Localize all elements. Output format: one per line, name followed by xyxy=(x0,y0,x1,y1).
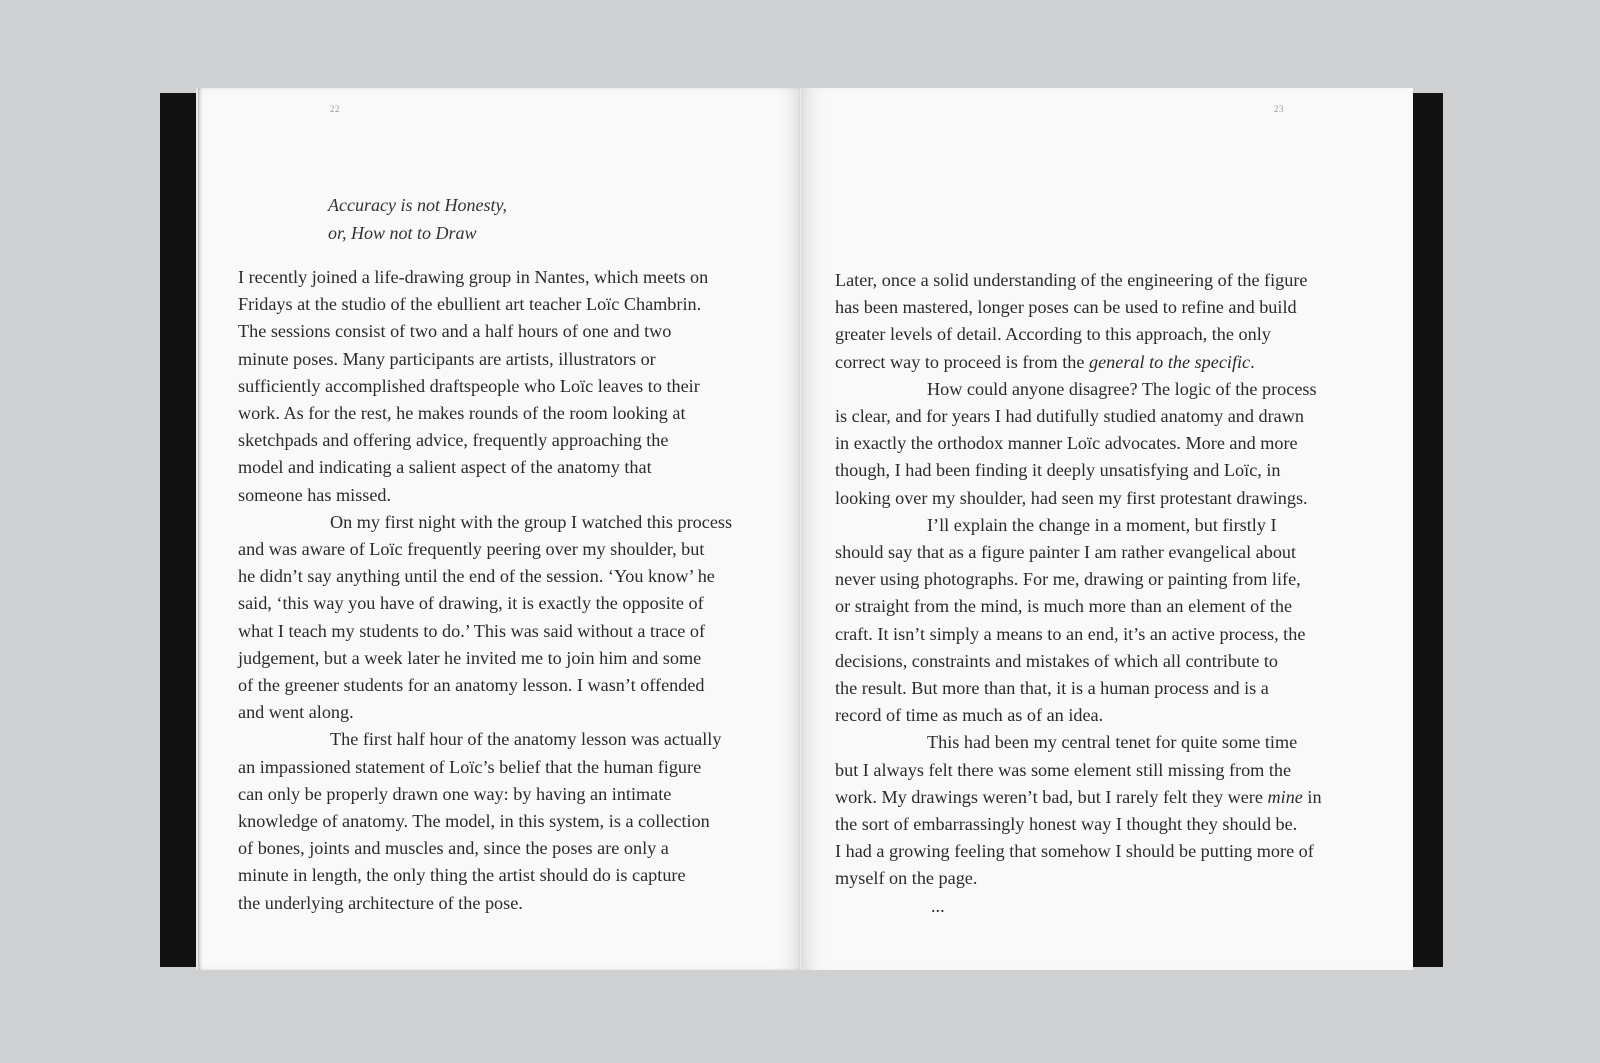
right-text-line: never using photographs. For me, drawing or painting from life, xyxy=(835,569,1301,590)
essay-title-line-1: Accuracy is not Honesty, xyxy=(328,195,507,215)
left-text-line: minute in length, the only thing the artist should do is capture xyxy=(238,865,686,886)
essay-title xyxy=(328,191,507,247)
right-text-line: though, I had been finding it deeply unsatisfying and Loïc, in xyxy=(835,460,1281,481)
left-text-line: I recently joined a life-drawing group in Nantes, which meets on xyxy=(238,267,709,287)
right-text-line: record of time as much as of an idea. xyxy=(835,705,1104,726)
left-text-line: said, ‘this way you have of drawing, it is exactly the opposite of xyxy=(238,593,704,614)
right-text-line: in exactly the orthodox manner Loïc advocates. More and more xyxy=(835,433,1298,454)
left-text-line: and was aware of Loïc frequently peering over my shoulder, but xyxy=(238,539,705,560)
left-text-line: Fridays at the studio of the ebullient art teacher Loïc Chambrin. xyxy=(238,294,702,315)
right-text-line: is clear, and for years I had dutifully studied anatomy and drawn xyxy=(835,406,1304,427)
left-text-line: The sessions consist of two and a half hours of one and two xyxy=(238,321,672,342)
right-text-line: but I always felt there was some element still missing from the xyxy=(835,759,1292,780)
right-text-line: I had a growing feeling that somehow I should be putting more of xyxy=(835,841,1314,862)
right-text-line: I’ll explain the change in a moment, but firstly I xyxy=(927,514,1277,535)
page-number-right: 23 xyxy=(1274,104,1284,114)
right-text-line: looking over my shoulder, had seen my first protestant drawings. xyxy=(835,487,1308,508)
left-text-line: and went along. xyxy=(238,702,354,723)
right-text-line: myself on the page. xyxy=(835,868,978,889)
right-text-line: work. My drawings weren’t bad, but I rarely felt they were mine in xyxy=(835,786,1322,807)
right-text-line: has been mastered, longer poses can be used to refine and build xyxy=(835,297,1297,318)
right-text-line: should say that as a figure painter I am rather evangelical about xyxy=(835,542,1297,563)
left-page xyxy=(196,88,801,970)
left-text-line: minute poses. Many participants are artists, illustrators or xyxy=(238,348,656,369)
left-text-line: what I teach my students to do.’ This was said without a trace of xyxy=(238,620,706,641)
left-text-line: someone has missed. xyxy=(238,484,392,505)
right-text-line: or straight from the mind, is much more than an element of the xyxy=(835,596,1293,617)
right-text-line: How could anyone disagree? The logic of the process xyxy=(927,378,1317,399)
right-text-line: craft. It isn’t simply a means to an end, it’s an active process, the xyxy=(835,623,1306,644)
left-text-line: can only be properly drawn one way: by having an intimate xyxy=(238,783,672,804)
right-text-line: decisions, constraints and mistakes of which all contribute to xyxy=(835,650,1278,671)
right-text-line: the result. But more than that, it is a human process and is a xyxy=(835,678,1269,699)
essay-title-line-2: or, How not to Draw xyxy=(328,223,477,243)
ellipsis-continuation: ... xyxy=(931,895,945,916)
left-text-line: judgement, but a week later he invited me to join him and some xyxy=(238,647,702,668)
left-page-body-text xyxy=(238,264,778,917)
left-text-line: of bones, joints and muscles and, since the poses are only a xyxy=(238,838,669,859)
left-text-line: he didn’t say anything until the end of the session. ‘You know’ he xyxy=(238,566,715,587)
right-page-body-text xyxy=(835,267,1377,920)
left-text-line: of the greener students for an anatomy lesson. I wasn’t offended xyxy=(238,675,705,696)
left-text-line: knowledge of anatomy. The model, in this system, is a collection xyxy=(238,811,710,832)
right-text-line: correct way to proceed is from the general to the specific. xyxy=(835,351,1255,372)
right-page xyxy=(801,88,1413,970)
left-text-line: the underlying architecture of the pose. xyxy=(238,892,523,913)
right-text-line: greater levels of detail. According to this approach, the only xyxy=(835,324,1271,345)
left-text-line: work. As for the rest, he makes rounds of the room looking at xyxy=(238,403,686,424)
left-text-line: On my first night with the group I watched this process xyxy=(330,511,733,532)
right-text-line: Later, once a solid understanding of the engineering of the figure xyxy=(835,270,1308,290)
left-text-line: sketchpads and offering advice, frequently approaching the xyxy=(238,430,669,451)
left-text-line: an impassioned statement of Loïc’s belief that the human figure xyxy=(238,756,702,777)
page-number-left: 22 xyxy=(330,104,340,114)
right-text-line: This had been my central tenet for quite some time xyxy=(927,732,1298,753)
left-text-line: The first half hour of the anatomy lesson was actually xyxy=(330,729,722,750)
left-text-line: sufficiently accomplished draftspeople who Loïc leaves to their xyxy=(238,375,700,396)
right-text-line: the sort of embarrassingly honest way I thought they should be. xyxy=(835,814,1298,835)
left-text-line: model and indicating a salient aspect of the anatomy that xyxy=(238,457,652,478)
